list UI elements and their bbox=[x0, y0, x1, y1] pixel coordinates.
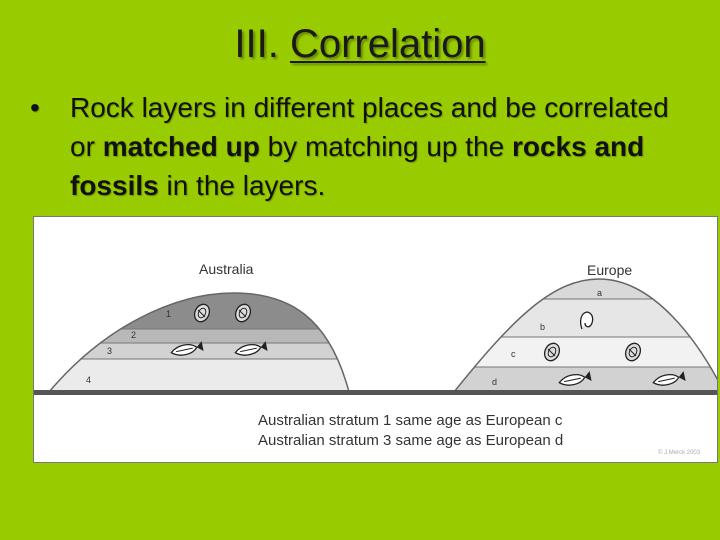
ground-line bbox=[34, 390, 717, 395]
copyright-credit: © J.Merck 2003 bbox=[658, 450, 701, 456]
correlation-diagram bbox=[33, 216, 718, 463]
bullet-part: Rock layers in different places and be correlated or bbox=[70, 92, 669, 162]
caption-line: Australian stratum 1 same age as European c bbox=[258, 412, 563, 429]
bullet-text bbox=[70, 88, 700, 205]
europe-stratum-label: a bbox=[597, 288, 603, 298]
bullet-part: by matching up the bbox=[259, 131, 512, 162]
europe-stratum-label: c bbox=[511, 349, 516, 359]
slide-title bbox=[0, 22, 720, 67]
australia-stratum-label: 4 bbox=[86, 375, 92, 385]
bullet-part-bold: matched up bbox=[102, 131, 260, 162]
bullet-part-bold: rocks and fossils bbox=[70, 131, 645, 201]
europe-stratum-a-layer bbox=[34, 217, 717, 299]
europe-stratum-label: b bbox=[540, 322, 546, 332]
bullet-dot: • bbox=[30, 92, 40, 123]
title-main: Correlation bbox=[289, 22, 486, 66]
australia-label: Australia bbox=[199, 261, 254, 277]
bullet-point bbox=[30, 88, 700, 205]
australia-stratum-label: 3 bbox=[107, 346, 113, 356]
title-prefix: III. bbox=[234, 22, 279, 66]
strata-diagram-svg bbox=[34, 217, 717, 462]
europe-stratum-label: d bbox=[492, 377, 498, 387]
bullet-part: in the layers. bbox=[158, 170, 326, 201]
australia-stratum-label: 1 bbox=[166, 309, 172, 319]
europe-label: Europe bbox=[587, 262, 633, 278]
caption-line: Australian stratum 3 same age as European d bbox=[258, 432, 564, 449]
australia-stratum-label: 2 bbox=[131, 330, 137, 340]
